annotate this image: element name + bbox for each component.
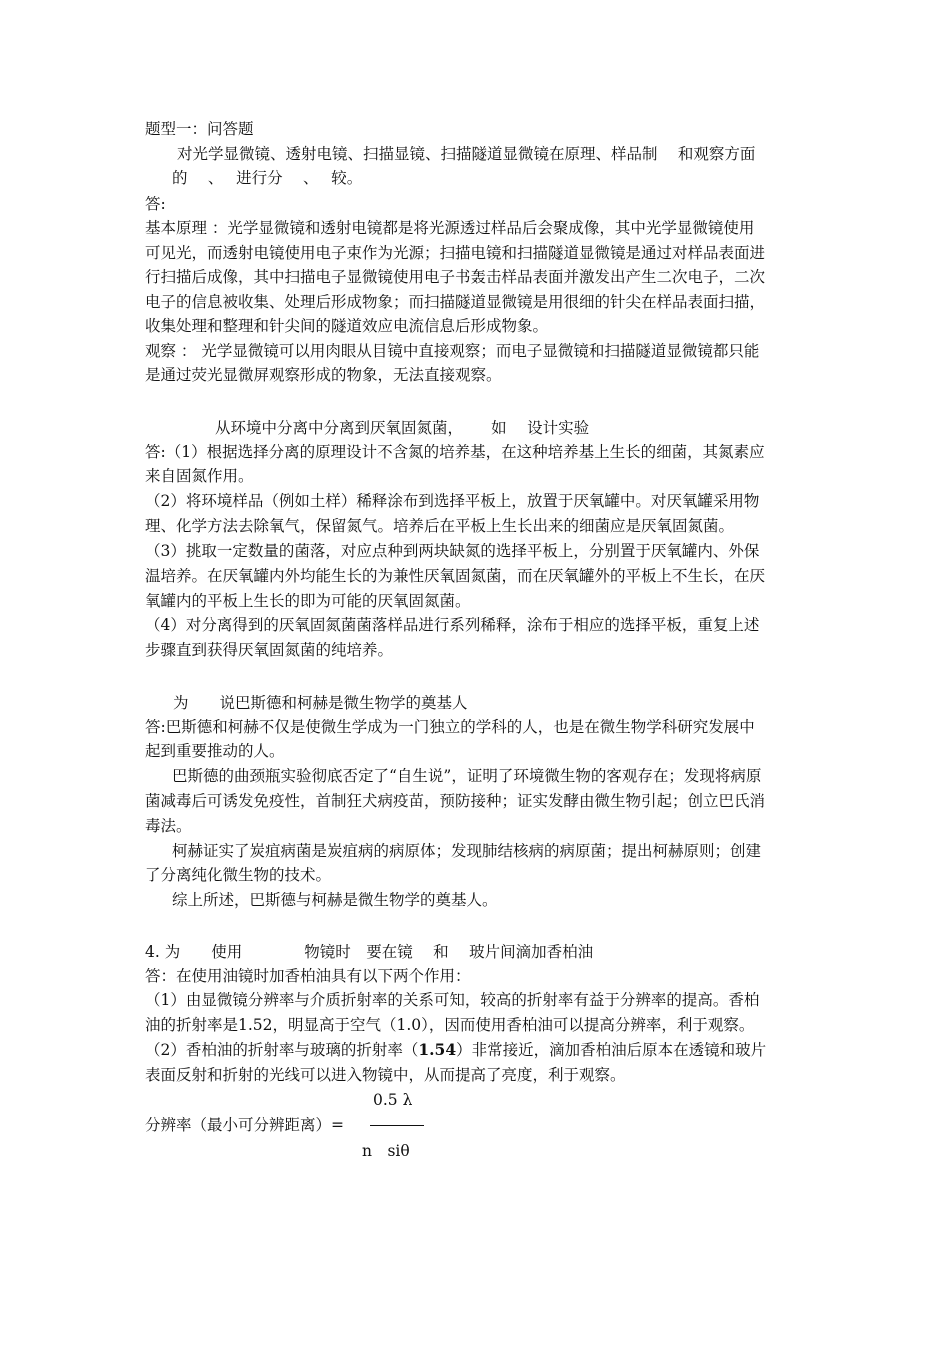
q2-body-line: 温培养。在厌氧罐内外均能生长的为兼性厌氧固氮菌，而在厌氧罐外的平板上不生长，在厌 (145, 567, 766, 585)
q3-answer-line: 答:巴斯德和柯赫不仅是使微生学成为一门独立的学科的人，也是在微生物学科研究发展中 (145, 718, 755, 736)
q2-body-line: 来自固氮作用。 (145, 467, 254, 485)
q2-body-line: （4）对分离得到的厌氧固氮菌菌落样品进行系列稀释，涂布于相应的选择平板，重复上述 (145, 616, 760, 634)
q2-body-line: 氧罐内的平板上生长的即为可能的厌氧固氮菌。 (145, 592, 471, 610)
q4-title: 4. 为 使用 物镜时 要在镜 和 玻片间滴加香柏油 (145, 943, 594, 961)
formula-numerator: 0.5 λ (373, 1091, 413, 1109)
q3-para1-line: 毒法。 (145, 817, 192, 835)
q3-para3: 综上所述，巴斯德与柯赫是微生物学的奠基人。 (172, 891, 498, 909)
q3-title: 为 说巴斯德和柯赫是微生物学的奠基人 (173, 694, 468, 712)
q2-body-line: 答:（1）根据选择分离的原理设计不含氮的培养基，在这种培养基上生长的细菌，其氮素应 (145, 443, 765, 461)
q1-body-line: 行扫描后成像，其中扫描电子显微镜使用电子书轰击样品表面并激发出产生二次电子，二次 (145, 268, 766, 286)
formula-label: 分辨率（最小可分辨距离）= (145, 1116, 344, 1134)
q3-para2-line: 柯赫证实了炭疽病菌是炭疽病的病原体；发现肺结核病的病原菌；提出柯赫原则；创建 (172, 842, 762, 860)
q4-p2-line1: （2）香柏油的折射率与玻璃的折射率（1.54）非常接近，滴加香柏油后原本在透镜和玻片 (145, 1040, 767, 1059)
q1-body-line: 电子的信息被收集、处理后形成物象；而扫描隧道显微镜是用很细的针尖在样品表面扫描， (145, 293, 766, 311)
bold-value: 1.54 (418, 1040, 457, 1059)
q3-answer-line: 起到重要推动的人。 (145, 742, 285, 760)
q1-body-line: 基本原理 ：光学显微镜和透射电镜都是将光源透过样品后会聚成像，其中光学显微镜使用 (145, 219, 755, 237)
q1-body-line: 收集处理和整理和针尖间的隧道效应电流信息后形成物象。 (145, 317, 549, 335)
fraction-bar (370, 1125, 424, 1126)
q3-para2-line: 了分离纯化微生物的技术。 (145, 866, 332, 884)
q2-body-line: （2）将环境样品（例如土样）稀释涂布到选择平板上，放置于厌氧罐中。对厌氧罐采用物 (145, 492, 760, 510)
q3-para1-line: 巴斯德的曲颈瓶实验彻底否定了“自生说”，证明了环境微生物的客观存在；发现将病原 (172, 767, 762, 785)
q4-p1-line2: 油的折射率是1.52，明显高于空气（1.0），因而使用香柏油可以提高分辨率，利于观察。 (145, 1016, 755, 1034)
q3-para1-line: 菌减毒后可诱发免疫性，首制狂犬病疫苗，预防接种；证实发酵由微生物引起；创立巴氏消 (145, 792, 766, 810)
q1-body-line: 可见光，而透射电镜使用电子束作为光源；扫描电镜和扫描隧道显微镜是通过对样品表面进 (145, 244, 766, 262)
q1-title-line2: 的 、 进行分 、 较。 (172, 169, 363, 187)
q2-body-line: 步骤直到获得厌氧固氮菌的纯培养。 (145, 641, 394, 659)
q4-answer: 答：在使用油镜时加香柏油具有以下两个作用： (145, 967, 471, 985)
formula-denominator: n siθ (362, 1142, 410, 1160)
q4-p1-line1: （1）由显微镜分辨率与介质折射率的关系可知，较高的折射率有益于分辨率的提高。香柏 (145, 991, 760, 1009)
q2-body-line: 理、化学方法去除氧气，保留氮气。培养后在平板上生长出来的细菌应是厌氧固氮菌。 (145, 517, 735, 535)
q1-body-line: 观察 ： 光学显微镜可以用肉眼从目镜中直接观察；而电子显微镜和扫描隧道显微镜都只能 (145, 342, 760, 360)
q2-title: 从环境中分离中分离到厌氧固氮菌， 如 设计实验 (215, 419, 590, 437)
q4-p2-line2: 表面反射和折射的光线可以进入物镜中，从而提高了亮度，利于观察。 (145, 1066, 626, 1084)
section-title: 题型一：问答题 (145, 120, 254, 138)
q1-title-line1: 对光学显微镜、透射电镜、扫描显镜、扫描隧道显微镜在原理、样品制 和观察方面 (177, 145, 756, 163)
q1-body-line: 是通过荧光显微屏观察形成的物象，无法直接观察。 (145, 366, 502, 384)
q2-body-line: （3）挑取一定数量的菌落，对应点种到两块缺氮的选择平板上，分别置于厌氧罐内、外保 (145, 542, 760, 560)
q1-answer-label: 答: (145, 195, 166, 213)
